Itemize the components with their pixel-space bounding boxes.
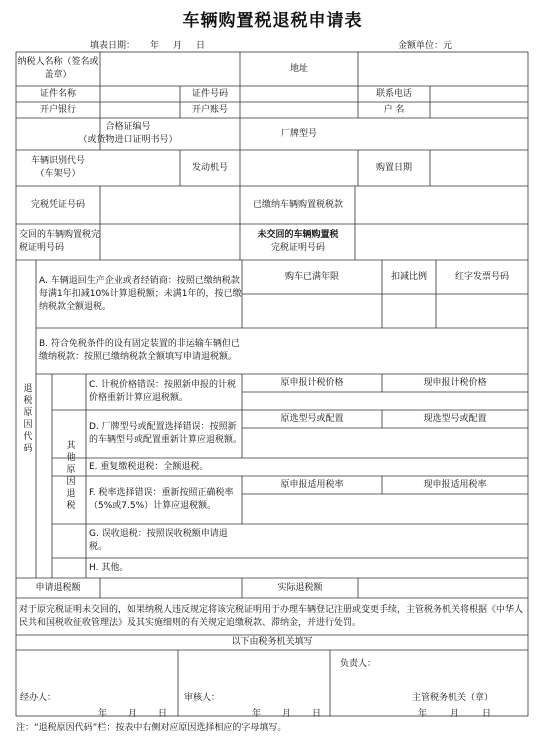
deduct-ratio-label: 扣减比例 <box>390 271 427 282</box>
tax-office-section-title: 以下由税务机关填写 <box>231 637 313 647</box>
other-reason-label: 其他原因退税 <box>64 440 75 512</box>
id-number-field[interactable] <box>240 86 358 102</box>
actual-refund-field[interactable] <box>358 578 528 598</box>
reviewer-month: 月 <box>282 709 292 719</box>
id-number-label: 证件号码 <box>191 88 228 99</box>
vin-label: 车辆识别代号 （车架号） <box>30 156 85 179</box>
phone-field[interactable] <box>430 86 528 102</box>
purchase-date-label: 购置日期 <box>375 162 412 173</box>
reason-b-field[interactable] <box>242 328 528 374</box>
id-type-label: 证件名称 <box>39 88 76 99</box>
reason-h-text: H. 其他。 <box>89 562 129 573</box>
returned-cert-field[interactable] <box>100 224 240 260</box>
warning-text: 对于原完税证明未交回的，如果纳税人违反规定将该完税证明用于办理车辆登记注册或变更手续，主管税务机关将根据《中华人民共和国税收征收管理法》及其实施细则的有关规定追缴税款、滞纳金，并进行处罚。 <box>19 604 524 628</box>
bank-field[interactable] <box>100 102 180 118</box>
office-year: 年 <box>418 709 428 719</box>
fill-date-month: 月 <box>173 41 183 51</box>
old-price-label: 原申报计税价格 <box>280 377 344 388</box>
id-type-field[interactable] <box>100 86 180 102</box>
apply-refund-label: 申请退税额 <box>35 582 81 593</box>
form-title: 车辆购置税退税申请表 <box>182 11 363 31</box>
phone-label: 联系电话 <box>375 88 412 99</box>
reason-code-label: 退税原因代码 <box>21 383 32 455</box>
footnote: 注：“退税原因代码”栏：按表中右侧对应原因选择相应的字母填写。 <box>16 723 287 733</box>
handler-year: 年 <box>98 709 108 719</box>
engine-label: 发动机号 <box>191 162 228 173</box>
paid-tax-label: 已缴纳车辆购置税税款 <box>252 199 343 210</box>
certificate-number-label: 合格证编号 （或货物进口证明书号） <box>78 122 178 145</box>
model-field[interactable] <box>358 118 528 150</box>
taxpayer-name-label: 纳税人名称（签名或盖章） <box>17 57 99 80</box>
chief-label: 负责人： <box>340 659 377 669</box>
handler-day: 日 <box>158 709 168 719</box>
account-label: 开户账号 <box>191 104 228 115</box>
reason-e-text: E. 重复缴税退税：全额退税。 <box>89 461 209 472</box>
reason-f-text: F. 税率选择错误：重新按照正确税率（5%或7.5%）计算应退税额。 <box>89 488 234 511</box>
tax-receipt-field[interactable] <box>100 186 240 224</box>
engine-field[interactable] <box>240 150 358 186</box>
reviewer-day: 日 <box>312 709 322 719</box>
years-owned-field[interactable] <box>242 294 382 328</box>
paid-tax-field[interactable] <box>355 186 528 224</box>
amount-unit: 金额单位：元 <box>398 41 453 51</box>
bank-label: 开户银行 <box>39 104 76 115</box>
reason-g-text: G. 误收退税：按照误收税额申请退税。 <box>89 529 228 552</box>
office-month: 月 <box>450 709 460 719</box>
actual-refund-label: 实际退税额 <box>277 582 323 593</box>
tax-office-seal-label: 主管税务机关（章） <box>412 693 494 703</box>
purchase-date-field[interactable] <box>430 150 528 186</box>
tax-receipt-label: 完税凭证号码 <box>30 199 85 210</box>
reviewer-year: 年 <box>252 709 262 719</box>
years-owned-label: 购车已满年限 <box>284 271 339 282</box>
reason-b-text: B. 符合免税条件的设有固定装置的非运输车辆但已缴纳税款：按照已缴纳税款全额填写申请退税额。 <box>39 339 240 362</box>
fill-date-year: 年 <box>150 41 160 51</box>
taxpayer-name-field[interactable] <box>100 52 240 86</box>
old-model-label: 原选型号或配置 <box>280 413 344 424</box>
handler-month: 月 <box>128 709 138 719</box>
reviewer-label: 审核人： <box>184 693 221 703</box>
handler-label: 经办人： <box>20 693 57 703</box>
account-field[interactable] <box>240 102 358 118</box>
reason-c-text: C. 计税价格错误：按照新申报的计税价格重新计算应退税额。 <box>89 380 237 403</box>
unreturned-cert-field[interactable] <box>355 224 528 260</box>
account-holder-label: 户 名 <box>383 104 405 115</box>
account-holder-field[interactable] <box>430 102 528 118</box>
model-label: 厂牌型号 <box>280 128 317 139</box>
old-rate-label: 原申报适用税率 <box>280 479 344 490</box>
vin-field[interactable] <box>100 150 180 186</box>
address-field[interactable] <box>358 52 528 86</box>
reason-a-text: A. 车辆退回生产企业或者经销商：按照已缴纳税款每满1年扣减10%计算退税额；未满1年的，按已缴纳税款全额退税。 <box>39 275 242 312</box>
fill-date-day: 日 <box>196 41 206 51</box>
unreturned-cert-label: 未交回的车辆购置税 完税证明号码 <box>257 230 339 253</box>
red-invoice-label: 红字发票号码 <box>454 271 509 282</box>
new-model-label: 现选型号或配置 <box>423 413 487 424</box>
office-day: 日 <box>482 709 492 719</box>
address-label: 地址 <box>289 63 308 74</box>
fill-date-label: 填表日期： <box>90 41 136 51</box>
new-rate-label: 现申报适用税率 <box>423 479 487 490</box>
apply-refund-field[interactable] <box>100 578 242 598</box>
red-invoice-field[interactable] <box>436 294 528 328</box>
returned-cert-label: 交回的车辆购置税完税证明号码 <box>19 230 100 253</box>
deduct-ratio-field[interactable] <box>382 294 436 328</box>
new-price-label: 现申报计税价格 <box>423 377 487 388</box>
reason-d-text: D. 厂牌型号或配置选择错误：按照新的车辆型号或配置重新计算应退税额。 <box>89 422 242 445</box>
